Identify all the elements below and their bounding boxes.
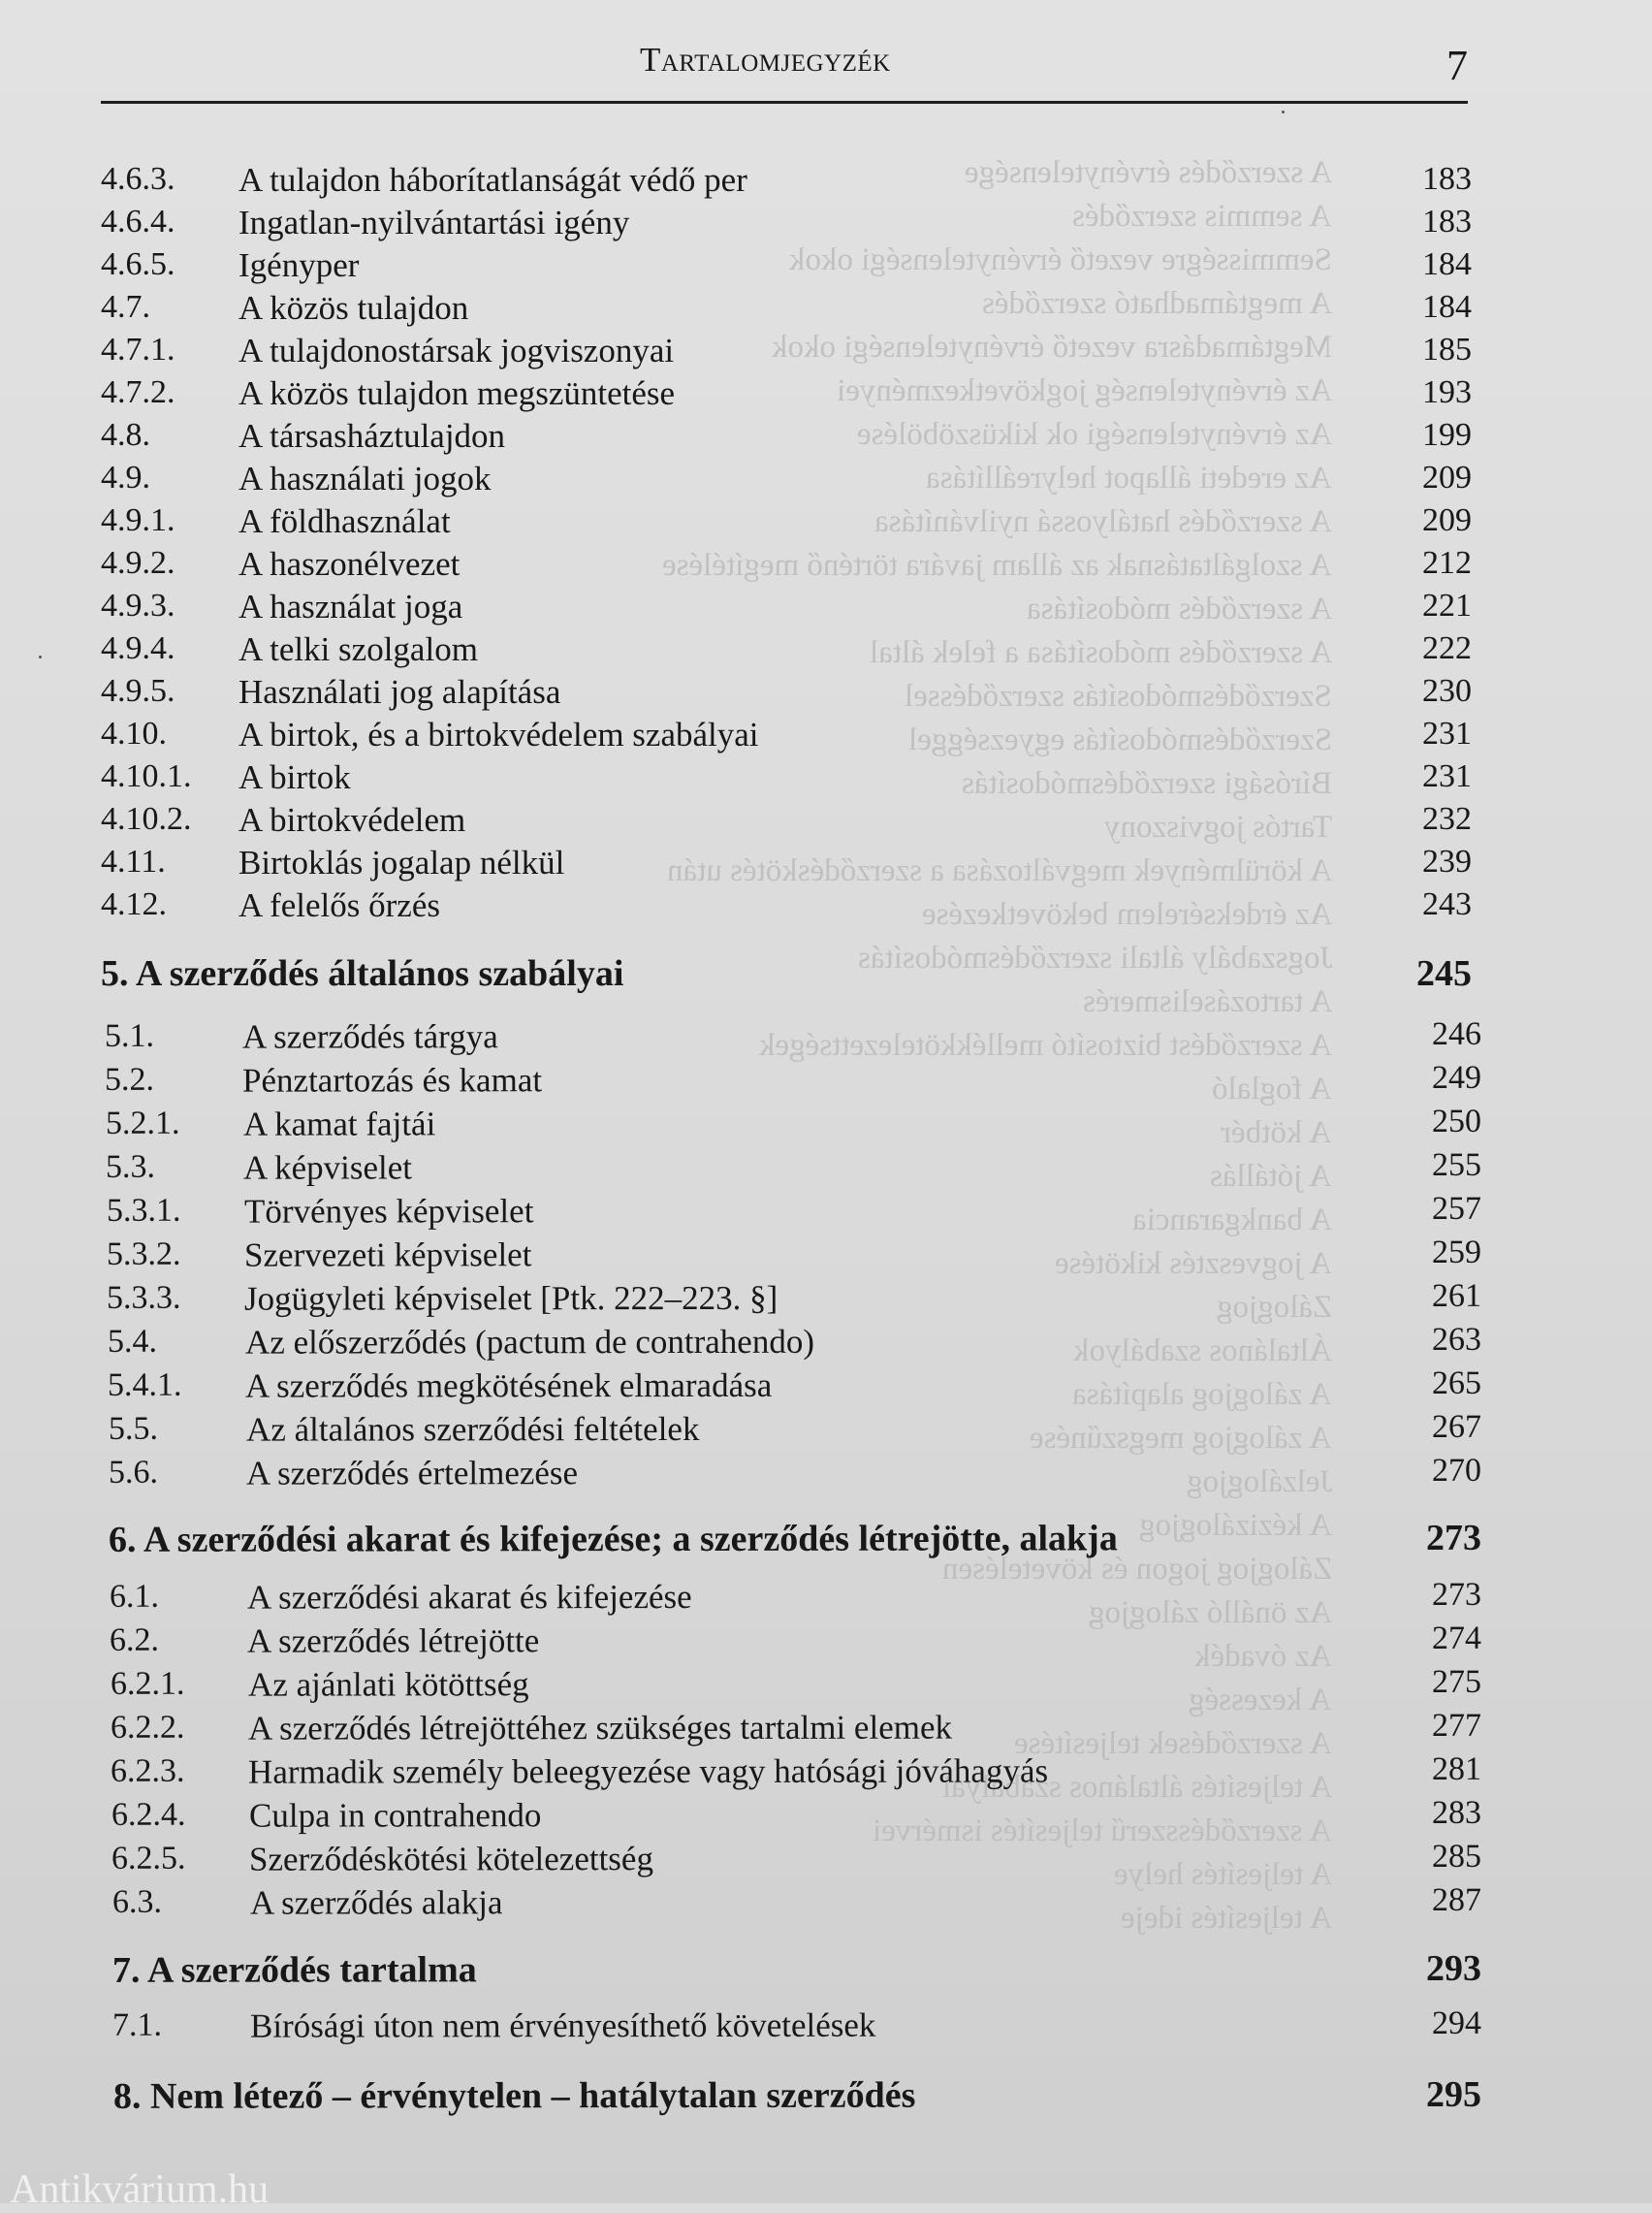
chapter-title: 5. A szerződés általános szabályai xyxy=(101,953,624,994)
page-ref: 230 xyxy=(1422,673,1472,709)
bleed-through-line: Az önálló zálogjog xyxy=(1088,1595,1332,1630)
page-ref: 257 xyxy=(1431,1190,1482,1227)
section-title: A szerződés megkötésének elmaradása xyxy=(244,1365,773,1405)
section-title: A használati jogok xyxy=(238,460,492,497)
section-number: 4.9.4. xyxy=(101,630,175,666)
page-ref: 222 xyxy=(1422,630,1472,666)
bleed-through-line: Az érvénytelenség jogkövetkezményei xyxy=(836,373,1332,408)
page-ref: 273 xyxy=(1426,1517,1482,1558)
section-title: A közös tulajdon xyxy=(238,289,469,327)
page-ref: 199 xyxy=(1422,417,1472,453)
chapter-entry xyxy=(0,2073,1652,2120)
page-ref: 277 xyxy=(1431,1707,1482,1744)
toc-entry xyxy=(0,630,1652,675)
section-number: 4.6.3. xyxy=(101,161,175,197)
section-title: A szerződés létrejöttéhez szükséges tartalmi elemek xyxy=(247,1708,953,1748)
section-title: A szerződés létrejötte xyxy=(246,1621,540,1660)
section-title: A közös tulajdon megszüntetése xyxy=(238,374,676,412)
bleed-through-line: Jelzálogjog xyxy=(1186,1464,1332,1499)
section-number: 6.2.3. xyxy=(110,1752,185,1789)
bleed-through-line: Bírósági szerződésmódosítás xyxy=(961,766,1332,801)
page-ref: 255 xyxy=(1431,1146,1482,1183)
bleed-through-line: Tartós jogviszony xyxy=(1103,810,1332,845)
toc-entry xyxy=(0,673,1652,718)
section-number: 5.3. xyxy=(105,1148,156,1185)
toc-entry xyxy=(0,502,1652,547)
bleed-through-line: A szolgáltatásnak az állam javára történő megítélése xyxy=(662,548,1332,583)
bleed-through-line: Zálogjog xyxy=(1216,1290,1332,1325)
section-number: 6.3. xyxy=(111,1883,163,1920)
section-number: 4.10. xyxy=(101,716,167,752)
section-number: 4.10.2. xyxy=(101,801,192,837)
page-ref: 212 xyxy=(1422,545,1472,581)
bleed-through-line: Zálogjog jogon és követelésen xyxy=(941,1552,1332,1587)
toc-entry xyxy=(0,1016,1652,1063)
toc-entry xyxy=(0,1751,1652,1798)
toc-entry xyxy=(0,1104,1652,1150)
bleed-through-line: Az érvénytelenségi ok kiküszöbölése xyxy=(856,417,1332,452)
watermark: Antikvárium.hu xyxy=(10,2167,270,2212)
page-ref: 183 xyxy=(1422,204,1472,240)
bleed-through-line: Általános szabályok xyxy=(1073,1333,1332,1368)
section-number: 4.7.2. xyxy=(101,374,175,410)
section-number: 5.3.1. xyxy=(106,1192,181,1229)
section-title: Harmadik személy beleegyezése vagy hatósági jóváhagyás xyxy=(247,1751,1049,1791)
section-number: 4.9.3. xyxy=(101,588,175,624)
page-ref: 265 xyxy=(1431,1364,1482,1401)
bleed-through-line: A körülmények megváltozása a szerződéskötés után xyxy=(666,853,1332,888)
bleed-through-line: A jótállás xyxy=(1210,1159,1332,1194)
running-header-title: Tartalomjegyzék xyxy=(640,41,891,79)
page-ref: 281 xyxy=(1431,1750,1482,1787)
bleed-through-line: A szerződés módosítása a felek által xyxy=(869,635,1332,670)
chapter-entry xyxy=(0,1517,1652,1563)
bleed-through-line: A kézizálogjog xyxy=(1139,1508,1332,1543)
toc-entry xyxy=(0,1453,1652,1499)
toc-entry xyxy=(0,1620,1652,1667)
section-number: 4.11. xyxy=(101,844,166,880)
bleed-through-line: A megtámadható szerződés xyxy=(981,286,1332,321)
section-number: 4.6.5. xyxy=(101,246,175,282)
toc-entry xyxy=(0,1882,1652,1929)
section-number: 5.6. xyxy=(108,1454,159,1491)
section-number: 4.9. xyxy=(101,460,150,496)
page-ref: 231 xyxy=(1422,716,1472,752)
toc-entry xyxy=(0,758,1652,803)
toc-entry xyxy=(0,801,1652,846)
page-ref: 184 xyxy=(1422,246,1472,282)
bleed-through-line: A szerződések teljesítése xyxy=(1013,1726,1332,1761)
bleed-through-line: Az óvadék xyxy=(1193,1639,1332,1674)
section-number: 6.2.5. xyxy=(111,1840,186,1876)
section-title: Szerződéskötési kötelezettség xyxy=(248,1840,653,1878)
section-title: A birtok, és a birtokvédelem szabályai xyxy=(238,716,759,754)
bleed-through-line: A teljesítés általános szabályai xyxy=(941,1770,1332,1805)
bleed-through-line: A szerződésszerű teljesítés ismérvei xyxy=(873,1813,1332,1848)
section-title: A szerződési akarat és kifejezése xyxy=(246,1578,692,1617)
bleed-through-line: Az eredeti állapot helyreállítása xyxy=(926,461,1332,496)
toc-entry xyxy=(0,2005,1652,2052)
page-ref: 293 xyxy=(1426,1947,1482,1989)
bleed-through-line: A zálogjog megszűnése xyxy=(1030,1421,1332,1456)
section-title: Igényper xyxy=(238,246,360,284)
page-ref: 209 xyxy=(1422,460,1472,496)
bleed-through-line: A szerződés hatályossá nyilvánítása xyxy=(874,504,1332,539)
toc-entry xyxy=(0,460,1652,504)
page-ref: 285 xyxy=(1431,1838,1482,1875)
section-number: 5.2. xyxy=(104,1061,155,1098)
toc-entry xyxy=(0,289,1652,334)
section-number: 5.5. xyxy=(108,1410,159,1447)
toc-entry xyxy=(0,1322,1652,1368)
bleed-through-line: A kezesség xyxy=(1189,1683,1332,1717)
bleed-through-line: Az érdeksérelem bekövetkezése xyxy=(921,897,1332,932)
section-title: A telki szolgalom xyxy=(238,630,478,668)
toc-entry xyxy=(0,844,1652,888)
bleed-through-line: A szerződést biztosító mellékkötelezettségek xyxy=(758,1028,1332,1063)
section-title: Szervezeti képviselet xyxy=(243,1235,532,1274)
section-title: A társasháztulajdon xyxy=(238,417,506,455)
section-title: Birtoklás jogalap nélkül xyxy=(238,844,565,882)
section-number: 4.6.4. xyxy=(101,204,175,240)
section-title: A birtok xyxy=(238,758,351,796)
section-title: Használati jog alapítása xyxy=(238,673,561,711)
page-ref: 193 xyxy=(1422,374,1472,410)
toc-entry xyxy=(0,716,1652,760)
section-number: 6.1. xyxy=(109,1578,160,1615)
section-title: A felelős őrzés xyxy=(238,886,440,924)
section-number: 6.2.4. xyxy=(111,1796,186,1833)
bleed-through-line: A jogvesztés kikötése xyxy=(1055,1246,1332,1281)
section-title: A képviselet xyxy=(242,1148,413,1187)
section-number: 5.1. xyxy=(104,1017,155,1054)
bleed-through-line: Semmisségre vezető érvénytelenségi okok xyxy=(789,242,1332,277)
toc-entry xyxy=(0,545,1652,590)
section-title: Bírósági úton nem érvényesíthető követelések xyxy=(249,2005,876,2045)
chapter-entry xyxy=(0,952,1652,997)
toc-entry xyxy=(0,1708,1652,1754)
chapter-title: 7. A szerződés tartalma xyxy=(112,1949,477,1991)
page-ref: 263 xyxy=(1431,1321,1482,1358)
toc-entry xyxy=(0,161,1652,206)
page-ref: 232 xyxy=(1422,801,1472,837)
section-number: 6.2. xyxy=(109,1621,160,1658)
page-ref: 295 xyxy=(1426,2073,1482,2115)
page-ref: 249 xyxy=(1431,1059,1482,1096)
section-title: Pénztartozás és kamat xyxy=(241,1061,543,1100)
page-ref: 245 xyxy=(1416,953,1472,994)
section-title: A birtokvédelem xyxy=(238,801,466,839)
toc-entry xyxy=(0,1278,1652,1325)
toc-entry xyxy=(0,374,1652,419)
section-number: 7.1. xyxy=(111,2006,163,2043)
section-title: Az általános szerződési feltételek xyxy=(245,1409,700,1449)
bleed-through-line: A foglaló xyxy=(1212,1072,1332,1106)
toc-entry xyxy=(0,1839,1652,1885)
chapter-title: 8. Nem létező – érvénytelen – hatálytalan szerződés xyxy=(113,2074,916,2117)
toc-entry xyxy=(0,1147,1652,1194)
page-ref: 246 xyxy=(1431,1015,1482,1052)
page-ref: 184 xyxy=(1422,289,1472,325)
toc-entry xyxy=(0,332,1652,376)
section-title: A haszonélvezet xyxy=(238,545,461,583)
page-ref: 239 xyxy=(1422,844,1472,880)
section-number: 5.4.1. xyxy=(107,1366,182,1403)
page-ref: 287 xyxy=(1431,1881,1482,1918)
toc-entry xyxy=(0,1664,1652,1711)
page-ref: 259 xyxy=(1431,1234,1482,1270)
page-ref: 243 xyxy=(1422,886,1472,922)
speck xyxy=(39,656,42,658)
section-title: A kamat fajtái xyxy=(242,1105,436,1143)
section-number: 4.10.1. xyxy=(101,758,192,794)
toc-entry xyxy=(0,1409,1652,1456)
page-ref: 275 xyxy=(1431,1663,1482,1700)
section-title: Törvényes képviselet xyxy=(243,1192,534,1231)
bleed-through-line: A szerződés érvénytelensége xyxy=(964,155,1332,190)
page-ref: 183 xyxy=(1422,161,1472,197)
bleed-through-line: A tartozáselismerés xyxy=(1082,984,1332,1019)
header-rule xyxy=(101,101,1468,104)
section-title: A szerződés tárgya xyxy=(241,1017,498,1056)
section-number: 5.3.2. xyxy=(106,1235,181,1272)
section-number: 5.3.3. xyxy=(106,1279,181,1316)
section-number: 4.7. xyxy=(101,289,150,325)
bleed-through-line: Megtámadásra vezető érvénytelenségi okok xyxy=(771,330,1332,365)
section-number: 6.2.1. xyxy=(110,1665,185,1702)
toc-entry xyxy=(0,1235,1652,1281)
section-number: 5.2.1. xyxy=(105,1105,180,1141)
page-ref: 231 xyxy=(1422,758,1472,794)
chapter-entry xyxy=(0,1947,1652,1994)
bleed-through-line: Szerződésmódosítás egyezséggel xyxy=(907,722,1332,757)
bleed-through-line: A teljesítés ideje xyxy=(1120,1901,1332,1936)
page-ref: 294 xyxy=(1431,2005,1482,2041)
section-number: 4.9.2. xyxy=(101,545,175,581)
toc-entry xyxy=(0,1060,1652,1106)
section-number: 4.8. xyxy=(101,417,150,453)
page-ref: 283 xyxy=(1431,1794,1482,1831)
bleed-through-line: A semmis szerződés xyxy=(1072,199,1332,234)
bleed-through-line: A kötbér xyxy=(1221,1115,1332,1150)
section-title: A földhasználat xyxy=(238,502,451,540)
section-title: A tulajdonostársak jogviszonyai xyxy=(238,332,675,369)
section-number: 6.2.2. xyxy=(110,1709,185,1746)
bleed-through-line: A bankgarancia xyxy=(1131,1203,1332,1237)
chapter-title: 6. A szerződési akarat és kifejezése; a szerződés létrejötte, alakja xyxy=(109,1518,1118,1560)
page-number: 7 xyxy=(1446,42,1468,89)
section-title: Az előszerződés (pactum de contrahendo) xyxy=(244,1322,815,1362)
toc-entry xyxy=(0,417,1652,462)
section-number: 4.9.1. xyxy=(101,502,175,538)
page-ref: 221 xyxy=(1422,588,1472,624)
section-number: 4.7.1. xyxy=(101,332,175,368)
bleed-through-line: A teljesítés helye xyxy=(1113,1857,1332,1892)
toc-entry xyxy=(0,204,1652,248)
speck xyxy=(1282,111,1285,113)
bleed-through-line: Jogszabály általi szerződésmódosítás xyxy=(857,941,1332,976)
page-ref: 273 xyxy=(1431,1576,1482,1613)
section-title: A szerződés értelmezése xyxy=(245,1454,579,1492)
section-title: A szerződés alakja xyxy=(249,1883,503,1922)
toc-entry xyxy=(0,886,1652,931)
page-ref: 209 xyxy=(1422,502,1472,538)
toc-entry xyxy=(0,1365,1652,1412)
toc-entry xyxy=(0,1795,1652,1842)
section-title: Az ajánlati kötöttség xyxy=(247,1665,529,1704)
section-number: 5.4. xyxy=(107,1323,158,1360)
page-ref: 185 xyxy=(1422,332,1472,368)
section-title: Culpa in contrahendo xyxy=(248,1796,542,1835)
toc-entry xyxy=(0,1577,1652,1623)
toc-entry xyxy=(0,588,1652,632)
section-number: 4.9.5. xyxy=(101,673,175,709)
section-title: A használat joga xyxy=(238,588,463,625)
toc-entry xyxy=(0,1191,1652,1237)
section-title: A tulajdon háborítatlanságát védő per xyxy=(238,161,747,199)
section-number: 4.12. xyxy=(101,886,167,922)
page-ref: 274 xyxy=(1431,1620,1482,1656)
bleed-through-line: Szerződésmódosítás szerződéssel xyxy=(905,679,1332,714)
page-ref: 261 xyxy=(1431,1277,1482,1314)
page-ref: 267 xyxy=(1431,1408,1482,1445)
page-ref: 270 xyxy=(1431,1452,1482,1489)
page-ref: 250 xyxy=(1431,1103,1482,1139)
section-title: Jogügyleti képviselet [Ptk. 222–223. §] xyxy=(243,1278,778,1318)
bleed-through-line: A szerződés módosítása xyxy=(1026,592,1332,626)
bleed-through-line: A zálogjog alapítása xyxy=(1072,1377,1332,1412)
toc-entry xyxy=(0,246,1652,291)
section-title: Ingatlan-nyilvántartási igény xyxy=(238,204,630,241)
